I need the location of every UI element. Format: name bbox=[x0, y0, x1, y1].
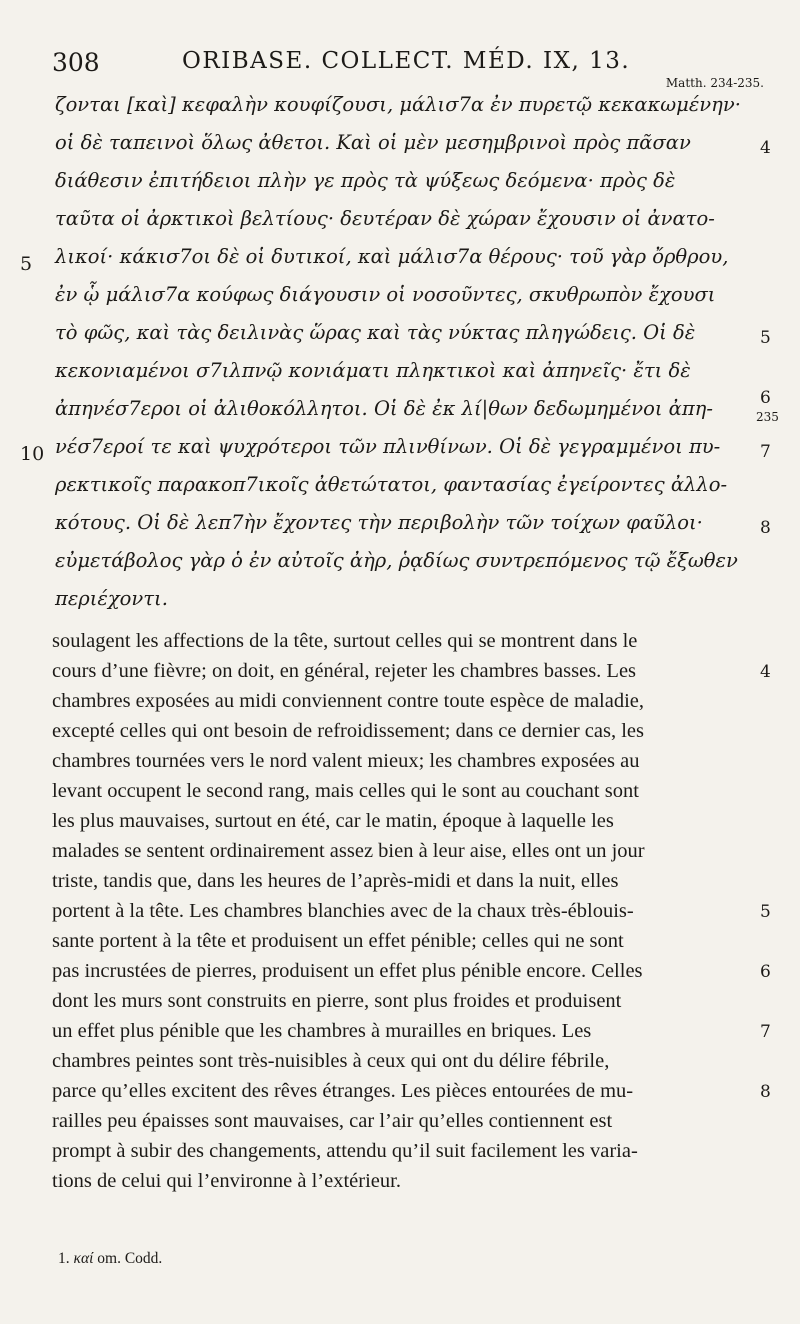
section-number: 6 bbox=[760, 388, 771, 408]
french-line: chambres peintes sont très-nuisibles à ceux qui ont du délire fébrile, bbox=[52, 1050, 610, 1072]
edition-page-marker: 235 bbox=[756, 410, 779, 424]
greek-line: οἱ δὲ ταπεινοὶ ὅλως ἀθετοι. Καὶ οἱ μὲν μεσημβρινοὶ πρὸς πᾶσαν bbox=[55, 131, 691, 154]
greek-line: περιέχοντι. bbox=[55, 587, 168, 610]
page-header bbox=[52, 48, 764, 90]
page-number: 308 bbox=[52, 48, 100, 77]
footnote-number: 1. bbox=[58, 1250, 70, 1267]
greek-line: διάθεσιν ἐπιτήδειοι πλὴν γε πρὸς τὰ ψύξεως δεόμενα· πρὸς δὲ bbox=[55, 169, 676, 192]
edition-reference: Matth. 234-235. bbox=[665, 76, 764, 90]
greek-line: ἀπηνέσ7εροι οἱ ἀλιθοκόλλητοι. Οἱ δὲ ἐκ λί|θων δεδωμημένοι ἀπη- bbox=[55, 397, 713, 420]
running-title: ORIBASE. COLLECT. MÉD. IX, 13. bbox=[182, 48, 631, 74]
french-line: tions de celui qui l’environne à l’extérieur. bbox=[52, 1170, 401, 1192]
french-line: pas incrustées de pierres, produisent un effet plus pénible encore. Celles bbox=[52, 960, 643, 982]
french-line: chambres tournées vers le nord valent mieux; les chambres exposées au bbox=[52, 750, 640, 772]
line-number: 10 bbox=[20, 443, 45, 465]
french-line: prompt à subir des changements, attendu qu’il suit facilement les varia- bbox=[52, 1140, 638, 1162]
greek-line: τὸ φῶς, καὶ τὰς δειλινὰς ὥρας καὶ τὰς νύκτας πληγώδεις. Οἱ δὲ bbox=[55, 321, 696, 344]
french-line: chambres exposées au midi conviennent contre toute espèce de maladie, bbox=[52, 690, 644, 712]
greek-line: ταῦτα οἱ ἀρκτικοὶ βελτίους· δευτέραν δὲ χώραν ἔχουσιν οἱ ἀνατο- bbox=[55, 207, 715, 230]
french-line: malades se sentent ordinairement assez bien à leur aise, elles ont un jour bbox=[52, 840, 645, 862]
section-number: 5 bbox=[760, 328, 771, 348]
section-number: 4 bbox=[760, 138, 771, 158]
french-line: portent à la tête. Les chambres blanchies avec de la chaux très-éblouis- bbox=[52, 900, 634, 922]
greek-line: ἐν ᾧ μάλισ7α κούφως διάγουσιν οἱ νοσοῦντες, σκυθρωπὸν ἔχουσι bbox=[55, 283, 716, 306]
footnote bbox=[58, 1250, 162, 1268]
french-line: excepté celles qui ont besoin de refroidissement; dans ce dernier cas, les bbox=[52, 720, 644, 742]
footnote-text: om. Codd. bbox=[97, 1250, 163, 1267]
greek-line: κεκονιαμένοι σ7ιλπνῷ κονιάματι πληκτικοὶ καὶ ἀπηνεῖς· ἔτι δὲ bbox=[55, 359, 691, 382]
greek-line: λικοί· κάκισ7οι δὲ οἱ δυτικοί, καὶ μάλισ7α θέρους· τοῦ γὰρ ὄρθρου, bbox=[55, 245, 729, 268]
french-line: railles peu épaisses sont mauvaises, car l’air qu’elles contiennent est bbox=[52, 1110, 613, 1132]
section-number: 5 bbox=[760, 902, 771, 922]
greek-line: ζονται [καὶ] κεφαλὴν κουφίζουσι, μάλισ7α ἐν πυρετῷ κεκακωμένην· bbox=[55, 93, 741, 116]
french-line: parce qu’elles excitent des rêves étranges. Les pièces entourées de mu- bbox=[52, 1080, 634, 1102]
section-number: 7 bbox=[760, 1022, 771, 1042]
french-line: les plus mauvaises, surtout en été, car le matin, époque à laquelle les bbox=[52, 810, 614, 832]
french-line: soulagent les affections de la tête, surtout celles qui se montrent dans le bbox=[52, 630, 638, 652]
french-line: triste, tandis que, dans les heures de l’après-midi et dans la nuit, elles bbox=[52, 870, 619, 892]
section-number: 4 bbox=[760, 662, 771, 682]
section-number: 8 bbox=[760, 518, 771, 538]
french-line: un effet plus pénible que les chambres à murailles en briques. Les bbox=[52, 1020, 592, 1042]
greek-line: νέσ7εροί τε καὶ ψυχρότεροι τῶν πλινθίνων. Οἱ δὲ γεγραμμένοι πυ- bbox=[55, 435, 721, 458]
french-line: sante portent à la tête et produisent un effet pénible; celles qui ne sont bbox=[52, 930, 624, 952]
greek-line: ρεκτικοῖς παρακοπ7ικοῖς ἀθετώτατοι, φαντασίας ἐγείροντες ἀλλο- bbox=[55, 473, 728, 496]
footnote-word: καί bbox=[73, 1250, 94, 1267]
section-number: 8 bbox=[760, 1082, 771, 1102]
greek-line: εὐμετάβολος γὰρ ὁ ἐν αὐτοῖς ἀὴρ, ῥᾳδίως συντρεπόμενος τῷ ἔξωθεν bbox=[55, 549, 738, 572]
french-line: cours d’une fièvre; on doit, en général, rejeter les chambres basses. Les bbox=[52, 660, 637, 682]
greek-line: κότους. Οἱ δὲ λεπ7ὴν ἔχοντες τὴν περιβολὴν τῶν τοίχων φαῦλοι· bbox=[55, 511, 703, 534]
line-number: 5 bbox=[20, 253, 33, 275]
section-number: 7 bbox=[760, 442, 771, 462]
french-line: dont les murs sont construits en pierre, sont plus froides et produisent bbox=[52, 990, 622, 1012]
section-number: 6 bbox=[760, 962, 771, 982]
french-line: levant occupent le second rang, mais celles qui le sont au couchant sont bbox=[52, 780, 639, 802]
